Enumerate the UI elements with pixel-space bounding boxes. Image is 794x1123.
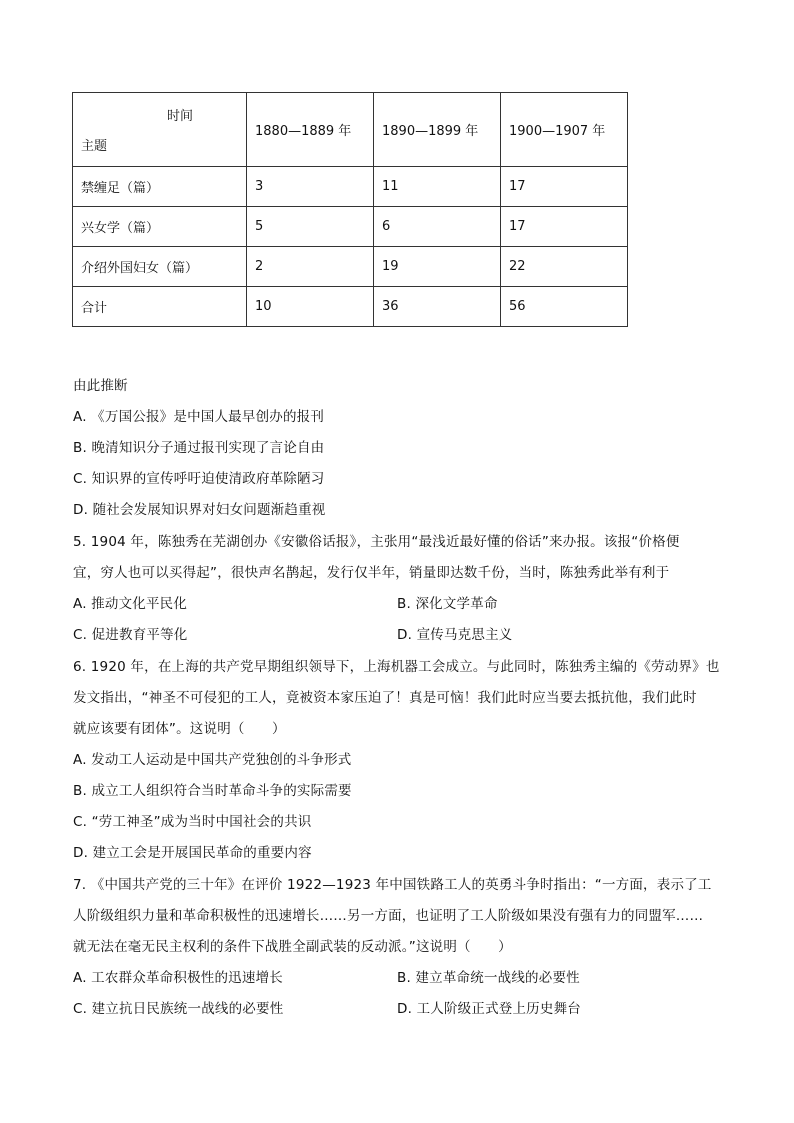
- table-cell: 11: [374, 167, 501, 207]
- q7-option-c: C. 建立抗日民族统一战线的必要性: [73, 1001, 284, 1017]
- q7-option-d: D. 工人阶级正式登上历史舞台: [397, 1001, 581, 1017]
- header-topic-label: 主题: [81, 139, 108, 154]
- table-row-total: [73, 287, 628, 327]
- column-header: 1890—1899 年: [374, 93, 501, 167]
- q6-stem-line: 就应该要有团体”。这说明（ ）: [73, 721, 286, 737]
- q5-stem-line: 5. 1904 年，陈独秀在芜湖创办《安徽俗话报》，主张用“最浅近最好懂的俗话”来办报。该报“价格便: [73, 534, 680, 550]
- q7-option-a: A. 工农群众革命积极性的迅速增长: [73, 970, 283, 986]
- column-header: 1900—1907 年: [501, 93, 628, 167]
- q5-option-d: D. 宣传马克思主义: [397, 627, 513, 643]
- table-cell: 22: [501, 247, 628, 287]
- table-cell: 3: [247, 167, 374, 207]
- q5-option-b: B. 深化文学革命: [397, 596, 498, 612]
- header-time-label: 时间: [167, 109, 194, 124]
- q7-stem-line: 人阶级组织力量和革命积极性的迅速增长……另一方面，也证明了工人阶级如果没有强有力的同盟军……: [73, 908, 704, 924]
- statistics-table: [72, 92, 628, 327]
- q4-option-d: D. 随社会发展知识界对妇女问题渐趋重视: [73, 502, 326, 518]
- q6-option-d: D. 建立工会是开展国民革命的重要内容: [73, 845, 312, 861]
- table-cell: 10: [247, 287, 374, 327]
- q6-option-c: C. “劳工神圣”成为当时中国社会的共识: [73, 814, 312, 830]
- q7-stem-line: 7. 《中国共产党的三十年》在评价 1922—1923 年中国铁路工人的英勇斗争时指出：“一方面，表示了工: [73, 877, 712, 893]
- row-label: 兴女学（篇）: [73, 207, 247, 247]
- table-cell: 56: [501, 287, 628, 327]
- q7-stem-line: 就无法在毫无民主权利的条件下战胜全副武装的反动派。”这说明（ ）: [73, 939, 512, 955]
- row-label: 合计: [73, 287, 247, 327]
- table-header-row: [73, 93, 628, 167]
- q4-option-b: B. 晚清知识分子通过报刊实现了言论自由: [73, 440, 325, 456]
- table-cell: 6: [374, 207, 501, 247]
- q4-option-c: C. 知识界的宣传呼吁迫使清政府革除陋习: [73, 471, 325, 487]
- table-cell: 2: [247, 247, 374, 287]
- q6-stem-line: 发文指出，“神圣不可侵犯的工人，竟被资本家压迫了！真是可恼！我们此时应当要去抵抗他，我们此时: [73, 690, 697, 706]
- q6-option-a: A. 发动工人运动是中国共产党独创的斗争形式: [73, 752, 352, 768]
- table-row: [73, 207, 628, 247]
- q4-option-a: A. 《万国公报》是中国人最早创办的报刊: [73, 409, 325, 425]
- q5-stem-line: 宜，穷人也可以买得起”，很快声名鹊起，发行仅半年，销量即达数千份，当时，陈独秀此举有利于: [73, 565, 670, 581]
- q5-option-a: A. 推动文化平民化: [73, 596, 188, 612]
- q4-lead: 由此推断: [73, 378, 128, 394]
- table-cell: 17: [501, 167, 628, 207]
- table-row: [73, 247, 628, 287]
- q6-option-b: B. 成立工人组织符合当时革命斗争的实际需要: [73, 783, 352, 799]
- table-cell: 36: [374, 287, 501, 327]
- q5-option-c: C. 促进教育平等化: [73, 627, 188, 643]
- table-cell: 17: [501, 207, 628, 247]
- table-row: [73, 167, 628, 207]
- table-cell: 5: [247, 207, 374, 247]
- row-label: 介绍外国妇女（篇）: [73, 247, 247, 287]
- row-label: 禁缠足（篇）: [73, 167, 247, 207]
- q6-stem-line: 6. 1920 年，在上海的共产党早期组织领导下，上海机器工会成立。与此同时，陈独秀主编的《劳动界》也: [73, 659, 720, 675]
- table-cell: 19: [374, 247, 501, 287]
- diagonal-header-cell: [73, 93, 247, 167]
- column-header: 1880—1889 年: [247, 93, 374, 167]
- q7-option-b: B. 建立革命统一战线的必要性: [397, 970, 580, 986]
